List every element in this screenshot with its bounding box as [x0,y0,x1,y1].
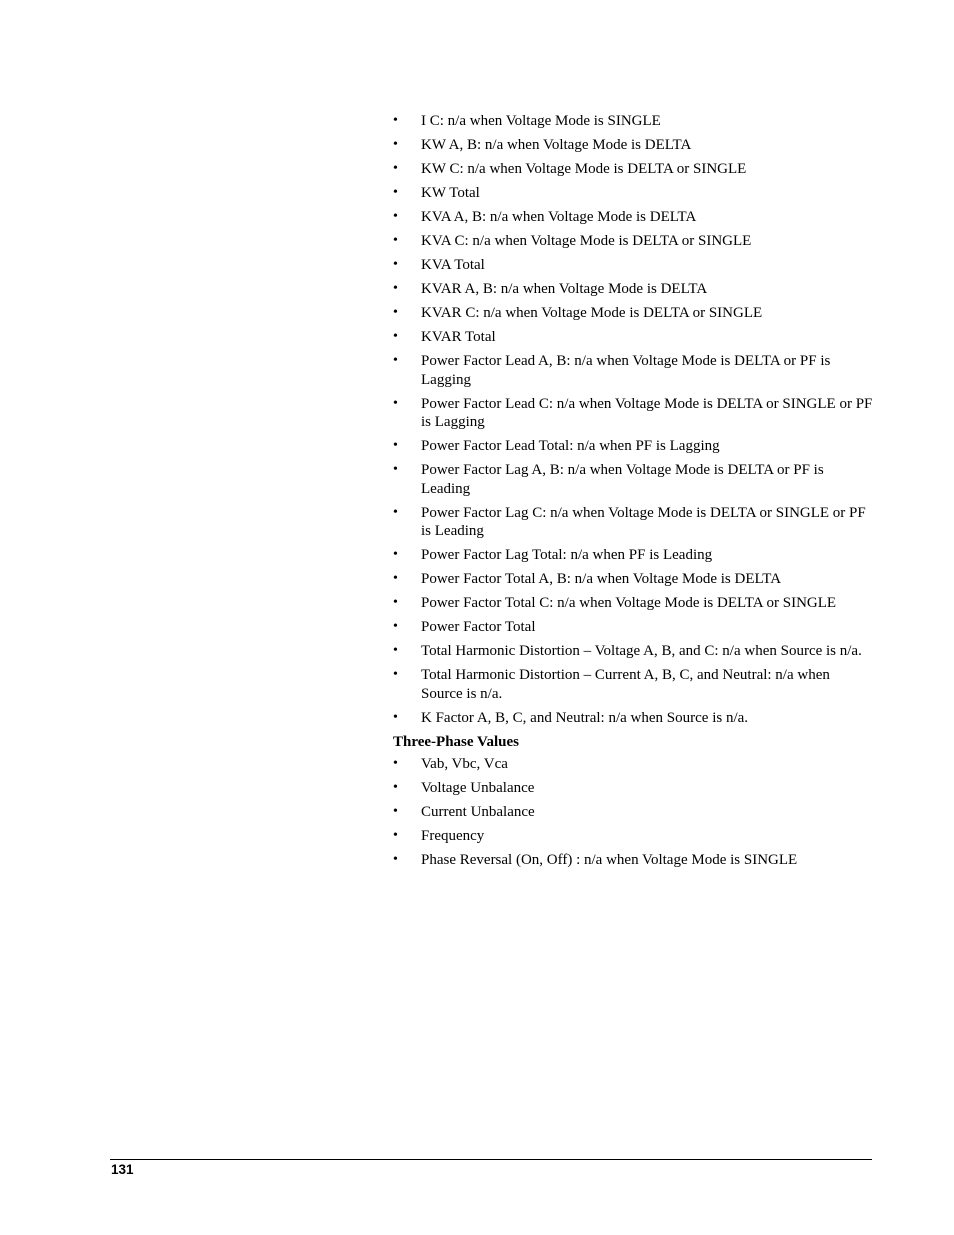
list-item [393,851,873,870]
list-item-text: KW C: n/a when Voltage Mode is DELTA or SINGLE [421,161,747,177]
list-item [393,280,873,299]
list-item-text: Power Factor Lead A, B: n/a when Voltage Mode is DELTA or PF is Lagging [421,353,831,388]
bullet-icon: • [393,281,398,296]
list-item-text: Power Factor Lag A, B: n/a when Voltage Mode is DELTA or PF is Leading [421,462,824,497]
bullet-icon: • [393,257,398,272]
list-item [393,618,873,637]
list-item-text: Power Factor Lag C: n/a when Voltage Mode is DELTA or SINGLE or PF is Leading [421,504,866,539]
list-item [393,256,873,275]
bullet-icon: • [393,643,398,658]
bullet-icon: • [393,462,398,477]
bullet-icon: • [393,547,398,562]
list-item [393,437,873,456]
bullet-icon: • [393,828,398,843]
list-item [393,594,873,613]
list-item [393,827,873,846]
list-item [393,546,873,565]
section-heading: Three-Phase Values [393,733,519,750]
bullet-icon: • [393,619,398,634]
list-item [393,803,873,822]
bullet-icon: • [393,329,398,344]
footer-divider [110,1159,872,1160]
measurement-list [393,112,873,727]
list-item [393,328,873,347]
list-item-text: Total Harmonic Distortion – Current A, B, C, and Neutral: n/a when Source is n/a. [421,667,830,702]
list-item [393,352,873,389]
list-item-text: KW Total [421,185,480,201]
list-item-text: Power Factor Total [421,619,536,635]
bullet-icon: • [393,185,398,200]
bullet-icon: • [393,353,398,368]
bullet-icon: • [393,395,398,411]
list-item-text: Current Unbalance [421,804,535,820]
bullet-icon: • [393,756,398,771]
list-item-text: KVA A, B: n/a when Voltage Mode is DELTA [421,209,697,225]
list-item-text: Voltage Unbalance [421,780,535,796]
list-item-text: I C: n/a when Voltage Mode is SINGLE [421,113,661,129]
bullet-icon: • [393,852,398,867]
bullet-icon: • [393,233,398,248]
page-number: 131 [111,1162,134,1177]
list-item [393,304,873,323]
list-item [393,709,873,728]
list-item [393,208,873,227]
list-item-text: Vab, Vbc, Vca [421,756,508,772]
list-item-text: Phase Reversal (On, Off) : n/a when Voltage Mode is SINGLE [421,852,798,868]
bullet-icon: • [393,305,398,320]
list-item-text: Frequency [421,828,485,844]
bullet-icon: • [393,504,398,520]
list-item [393,395,873,432]
list-item-text: Power Factor Lag Total: n/a when PF is Leading [421,547,713,563]
bullet-icon: • [393,161,398,176]
bullet-icon: • [393,780,398,795]
list-item-text: KVA Total [421,257,485,273]
list-item [393,461,873,498]
bullet-icon: • [393,571,398,586]
list-item-text: K Factor A, B, C, and Neutral: n/a when Source is n/a. [421,709,749,726]
bullet-icon: • [393,804,398,819]
list-item [393,160,873,179]
list-item [393,184,873,203]
bullet-icon: • [393,667,398,682]
bullet-icon: • [393,595,398,610]
bullet-icon: • [393,137,398,152]
list-item-text: KVA C: n/a when Voltage Mode is DELTA or SINGLE [421,233,752,249]
list-item [393,642,873,661]
document-body [393,112,873,875]
list-item-text: Power Factor Total C: n/a when Voltage Mode is DELTA or SINGLE [421,595,837,611]
list-item-text: Power Factor Lead Total: n/a when PF is Lagging [421,438,720,454]
list-item-text: Power Factor Total A, B: n/a when Voltage Mode is DELTA [421,571,782,587]
list-item-text: Total Harmonic Distortion – Voltage A, B, and C: n/a when Source is n/a. [421,643,862,659]
three-phase-list [393,755,873,870]
list-item [393,755,873,774]
list-item [393,504,873,541]
list-item [393,779,873,798]
bullet-icon: • [393,209,398,224]
list-item-text: KW A, B: n/a when Voltage Mode is DELTA [421,137,692,153]
bullet-icon: • [393,709,398,725]
list-item [393,232,873,251]
list-item [393,570,873,589]
list-item-text: KVAR A, B: n/a when Voltage Mode is DELTA [421,281,708,297]
list-item [393,136,873,155]
list-item [393,666,873,703]
list-item-text: Power Factor Lead C: n/a when Voltage Mode is DELTA or SINGLE or PF is Lagging [421,395,873,430]
bullet-icon: • [393,438,398,453]
list-item-text: KVAR Total [421,329,496,345]
list-item [393,112,873,131]
bullet-icon: • [393,113,398,128]
list-item-text: KVAR C: n/a when Voltage Mode is DELTA or SINGLE [421,305,763,321]
